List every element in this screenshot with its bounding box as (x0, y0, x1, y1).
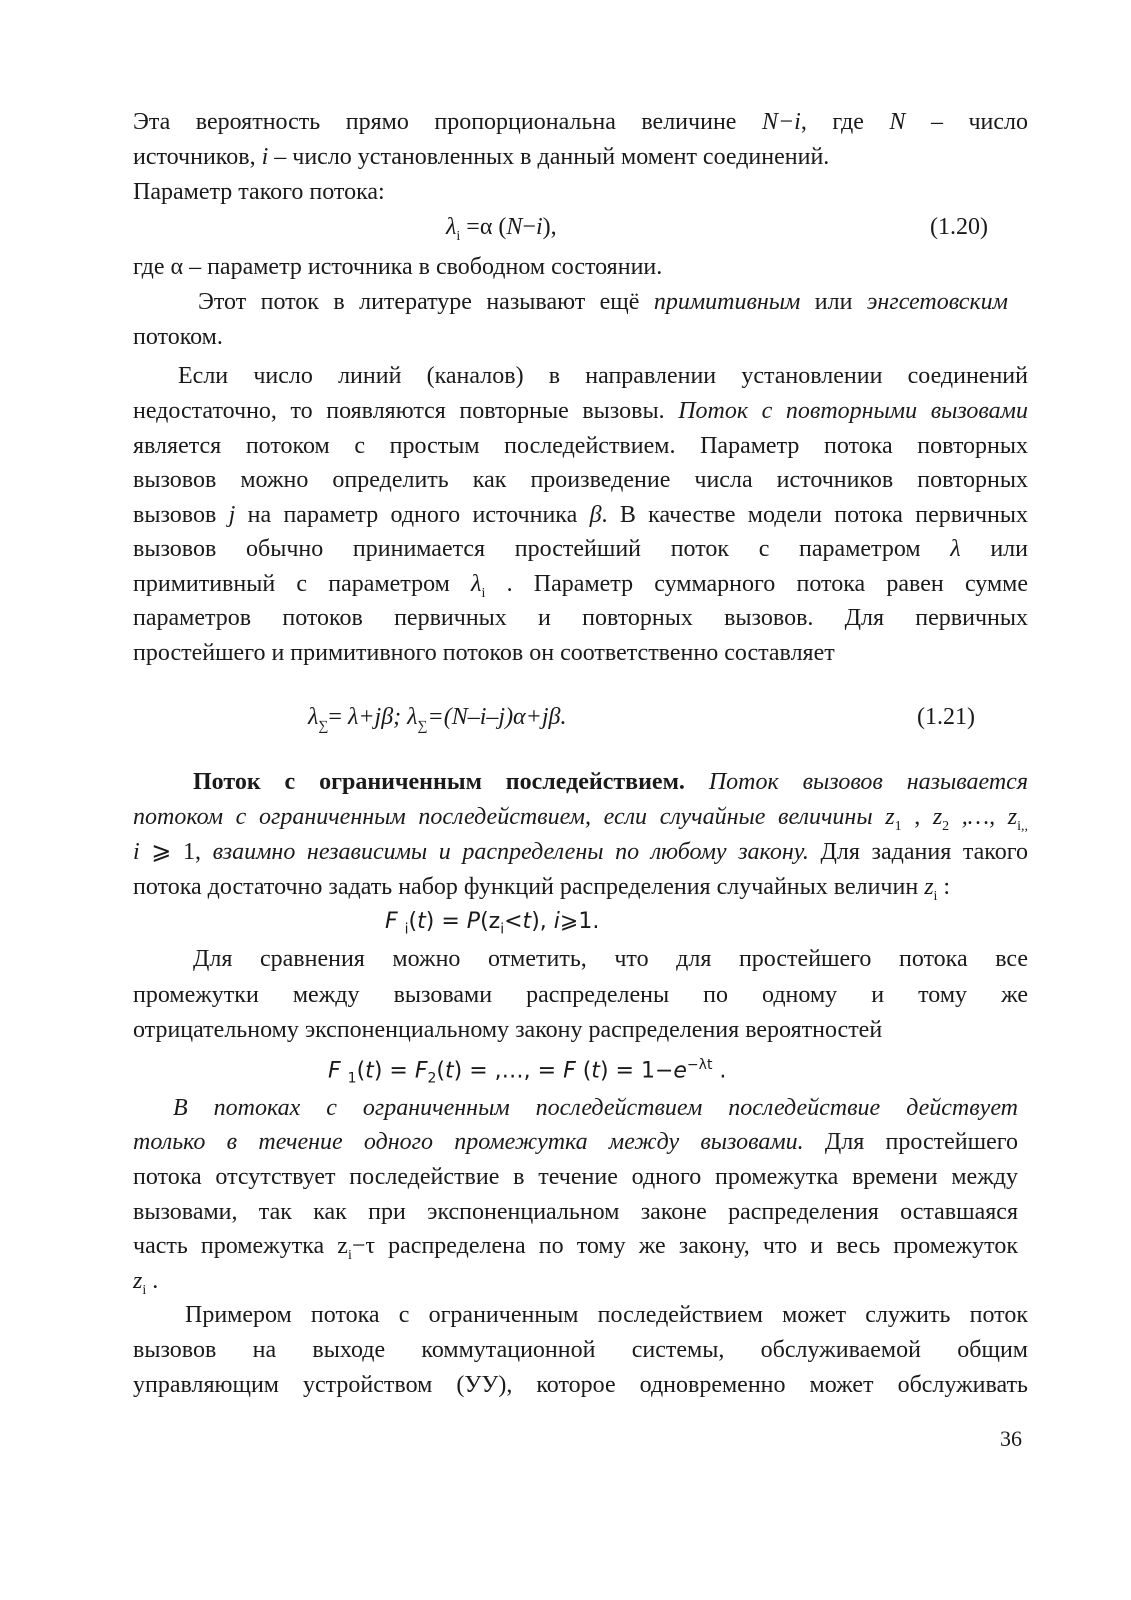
text-line (133, 140, 1028, 174)
text-run: i (933, 888, 938, 904)
text-run: Примером потока с ограниченным последействием может служить поток (185, 1302, 1028, 1328)
text-line (133, 320, 1028, 354)
text-run: отрицательному экспоненциальному закону распределения вероятностей (133, 1017, 883, 1043)
text-run: 1 (347, 1070, 357, 1087)
text-run: < (504, 909, 523, 934)
text-run: =(N–i–j)α+jβ. (427, 704, 567, 730)
page-number: 36 (1000, 1426, 1022, 1451)
text-run: t (417, 909, 426, 934)
text-run: или (960, 536, 1028, 562)
text-line (133, 636, 1028, 670)
text-run: на параметр одного источника (235, 502, 590, 528)
text-run: j (228, 502, 236, 528)
text-run: t (591, 1058, 600, 1084)
text-run: вызовами, так как при экспоненциальном законе распределения оставшаяся (133, 1199, 1018, 1225)
text-run (685, 769, 709, 795)
text-line (185, 1298, 1028, 1332)
text-run: ) = (373, 1058, 415, 1084)
text-run: ∑ (417, 718, 428, 734)
text-run: взаимно независимы и распределены по любому закону. (212, 839, 809, 865)
text-line (133, 105, 1028, 139)
text-run: примитивным (653, 289, 801, 315)
text-run: P (466, 909, 481, 934)
text-run: . (712, 1058, 727, 1084)
text-run: – число установленных в данный момент соединений. (268, 144, 830, 170)
text-run: потоком. (133, 324, 223, 350)
text-run: Поток вызовов называется (708, 769, 1028, 795)
text-run: i (481, 585, 486, 601)
text-run: , где (800, 109, 890, 135)
text-run: λ (950, 536, 961, 562)
text-run: потоком с ограниченным последействием, если случайные величины (133, 804, 886, 830)
text-run: ( (436, 1058, 445, 1084)
text-run: i (456, 228, 461, 244)
text-run: Этот поток в литературе называют ещё (198, 289, 654, 315)
text-line (133, 835, 1028, 869)
text-run: − (522, 214, 536, 240)
text-run: t (445, 1058, 454, 1084)
text-run: i (142, 1282, 147, 1298)
text-run: e (673, 1058, 687, 1084)
text-run: энгсетовским (866, 289, 1008, 315)
text-run: N (506, 214, 523, 240)
text-run: или (800, 289, 867, 315)
text-line (193, 942, 1028, 976)
text-run: ) = (425, 909, 467, 934)
text-run: i (500, 921, 505, 938)
text-line (133, 1195, 1018, 1229)
text-run: ,…, z (949, 804, 1018, 830)
text-run: Для простейшего (803, 1129, 1018, 1155)
text-run: Эта вероятность прямо пропорциональна величине (133, 109, 762, 135)
text-run: F (328, 1058, 341, 1084)
text-run: . В качестве модели потока первичных (601, 502, 1028, 528)
text-run: Поток с повторными вызовами (678, 398, 1028, 424)
text-line (133, 394, 1028, 428)
text-run: =α ( (460, 214, 507, 240)
text-run: управляющим устройством (УУ), которое одновременно может обслуживать (133, 1372, 1028, 1398)
text-line (133, 1125, 1018, 1159)
text-run: В потоках с ограниченным последействием последействие действует (173, 1095, 1018, 1121)
equation-number: (1.21) (917, 704, 975, 730)
text-run: F (414, 1058, 428, 1084)
text-run: (z (480, 909, 501, 934)
text-run: часть промежутка z (133, 1233, 348, 1259)
text-run: z (133, 1268, 143, 1294)
text-run: потока отсутствует последействие в течение одного промежутка времени между (133, 1164, 1018, 1190)
text-run: t (522, 909, 532, 934)
text-run: является потоком с простым последействием. Параметр потока повторных (133, 433, 1028, 459)
text-run: λ (308, 704, 319, 730)
text-line (133, 1368, 1028, 1402)
text-run: −τ распределена по тому же закону, что и весь промежуток (351, 1233, 1018, 1259)
text-run: . (146, 1268, 159, 1294)
text-run: i,, (1017, 818, 1029, 834)
text-line (133, 1160, 1018, 1194)
text-line (133, 532, 1028, 566)
text-run: ∑ (318, 718, 329, 734)
text-run: −λt (686, 1057, 713, 1073)
text-run: z (932, 804, 943, 830)
text-run: где α – параметр источника в свободном состоянии. (133, 254, 663, 280)
equation-body (308, 700, 566, 744)
text-run: ( (356, 1058, 366, 1084)
text-run: – число (905, 109, 1029, 135)
text-line (133, 175, 1028, 209)
text-run: z (924, 874, 934, 900)
text-run: N−i (761, 109, 801, 135)
text-line (173, 1091, 1018, 1125)
text-run (398, 909, 405, 934)
text-run: , (901, 804, 933, 830)
text-run: Для задания такого (808, 839, 1028, 865)
text-line (133, 978, 1028, 1012)
text-run: вызовов обычно принимается простейший поток с параметром (133, 536, 951, 562)
text-run: вызовов можно определить как произведение числа источников повторных (133, 467, 1028, 493)
text-run: λ (471, 571, 482, 597)
text-run: Поток с ограниченным последействием. (193, 769, 685, 795)
text-line (178, 359, 1028, 393)
text-run: F (563, 1058, 576, 1084)
text-line (133, 601, 1028, 635)
text-run: N (889, 109, 906, 135)
formula-line (328, 1048, 828, 1096)
text-run: недостаточно, то появляются повторные вызовы. (133, 398, 679, 424)
text-line (193, 765, 1028, 799)
equation-number: (1.20) (930, 214, 988, 240)
text-run: ), (542, 214, 557, 240)
text-line (133, 498, 1028, 532)
text-run: β (589, 502, 602, 528)
text-run: i (535, 214, 543, 240)
text-run: t (365, 1058, 374, 1084)
text-run: 2 (427, 1070, 437, 1087)
text-run: ) = 1− (599, 1058, 674, 1084)
text-run: ( (575, 1058, 592, 1084)
text-run: = (328, 704, 348, 730)
text-line (133, 250, 1028, 284)
text-run: промежутки между вызовами распределены по одному и тому же (133, 982, 1028, 1008)
text-run: параметров потоков первичных и повторных вызовов. Для первичных (133, 605, 1028, 631)
text-run: Параметр такого потока: (133, 179, 385, 205)
text-run: i (133, 839, 140, 865)
text-run: λ (407, 704, 418, 730)
text-run: z (885, 804, 895, 830)
text-line (133, 1333, 1028, 1367)
text-run: i (261, 144, 269, 170)
text-run (341, 1058, 348, 1083)
text-run: ( (408, 909, 418, 934)
text-run: ⩾ 1, (139, 839, 213, 865)
text-run: вызовов (133, 502, 229, 528)
text-run: λ+jβ; (347, 704, 402, 730)
equation-body (446, 210, 557, 254)
text-run: простейшего и примитивного потоков он соответственно составляет (133, 640, 835, 666)
text-run: вызовов на выходе коммутационной системы, обслуживаемой общим (133, 1337, 1028, 1363)
text-run: ) = ,…, = (453, 1058, 564, 1084)
text-run: 1 (894, 818, 902, 834)
text-run: Для сравнения можно отметить, что для простейшего потока все (193, 946, 1028, 972)
text-run: i (347, 1247, 352, 1263)
text-line (133, 429, 1028, 463)
text-run: потока достаточно задать набор функций распределения случайных величин (133, 874, 925, 900)
text-run: i (404, 921, 409, 938)
text-run: i (553, 909, 560, 934)
text-run: F (385, 909, 398, 934)
text-line (133, 1013, 1028, 1047)
text-run: ), (531, 909, 554, 934)
text-run: 2 (942, 818, 950, 834)
text-run: : (937, 874, 951, 900)
text-run: примитивный с параметром (133, 571, 472, 597)
text-run: ⩾1. (559, 909, 600, 934)
text-run: Если число линий (каналов) в направлении установлении соединений (178, 363, 1028, 389)
text-run: источников, (133, 144, 262, 170)
formula-line (385, 905, 785, 946)
text-line (198, 285, 1008, 319)
text-line (133, 463, 1028, 497)
text-run: λ (446, 214, 457, 240)
text-run: только в течение одного промежутка между вызовами. (133, 1129, 804, 1155)
text-run: . Параметр суммарного потока равен сумме (485, 571, 1028, 597)
